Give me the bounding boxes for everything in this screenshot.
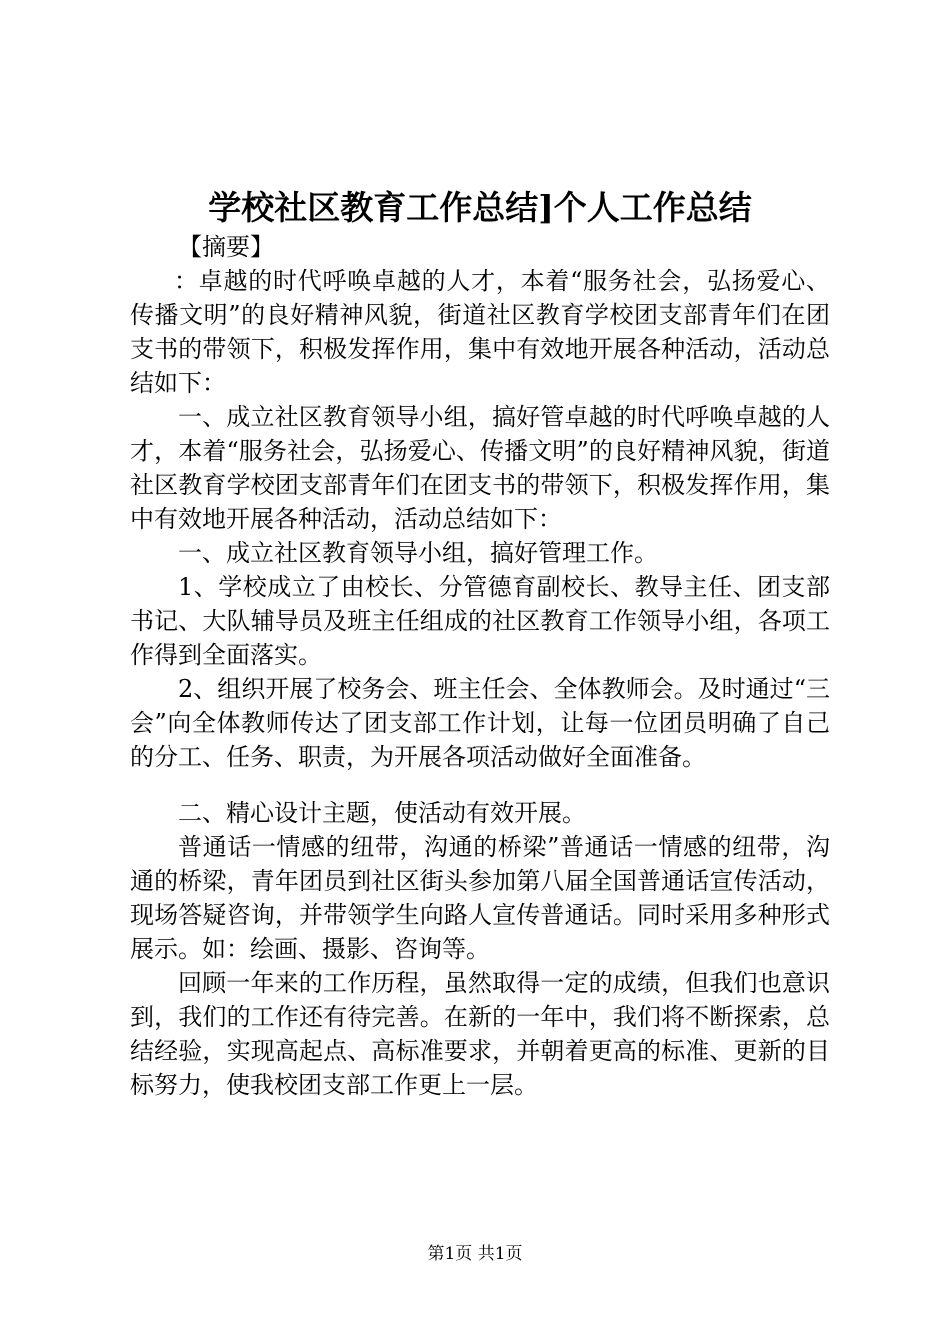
document-title: 学校社区教育工作总结]个人工作总结: [208, 188, 752, 227]
paragraph-gap: [130, 774, 830, 796]
abstract-label: 【摘要】: [178, 233, 274, 261]
paragraph-putonghua: 普通话一情感的纽带，沟通的桥梁”普通话一情感的纽带，沟通的桥梁，青年团员到社区街头参加第八届全国普通话宣传活动，现场答疑咨询，并带领学生向路人宣传普通话。同时采用多种形式展示。如：绘画、摄影、咨询等。: [130, 833, 830, 963]
paragraph-item-2: 2、组织开展了校务会、班主任会、全体教师会。及时通过“三会”向全体教师传达了团支部工作计划，让每一位团员明确了自己的分工、任务、职责，为开展各项活动做好全面准备。: [130, 675, 830, 771]
page-footer: 第1页 共1页: [427, 1244, 523, 1264]
paragraph-section-2: 二、精心设计主题，使活动有效开展。: [178, 799, 586, 827]
paragraph-section-1: 一、成立社区教育领导小组，搞好管理工作。: [178, 539, 658, 567]
paragraph-item-1: 1、学校成立了由校长、分管德育副校长、教导主任、团支部书记、大队辅导员及班主任组成的社区教育工作领导小组，各项工作得到全面落实。: [130, 573, 830, 669]
document-body: [130, 230, 830, 1102]
paragraph-intro: ：卓越的时代呼唤卓越的人才，本着“服务社会，弘扬爱心、传播文明”的良好精神风貌，街道社区教育学校团支部青年们在团支书的带领下，积极发挥作用，集中有效地开展各种活动，活动总结如下：: [130, 267, 830, 397]
paragraph-conclusion: 回顾一年来的工作历程，虽然取得一定的成绩，但我们也意识到，我们的工作还有待完善。在新的一年中，我们将不断探索，总结经验，实现高起点、高标准要求，并朝着更高的标准、更新的目标努力，使我校团支部工作更上一层。: [130, 969, 830, 1099]
paragraph-section-1-repeat: 一、成立社区教育领导小组，搞好管卓越的时代呼唤卓越的人才，本着“服务社会，弘扬爱心、传播文明”的良好精神风貌，街道社区教育学校团支部青年们在团支书的带领下，积极发挥作用，集中有效地开展各种活动，活动总结如下：: [130, 403, 830, 533]
